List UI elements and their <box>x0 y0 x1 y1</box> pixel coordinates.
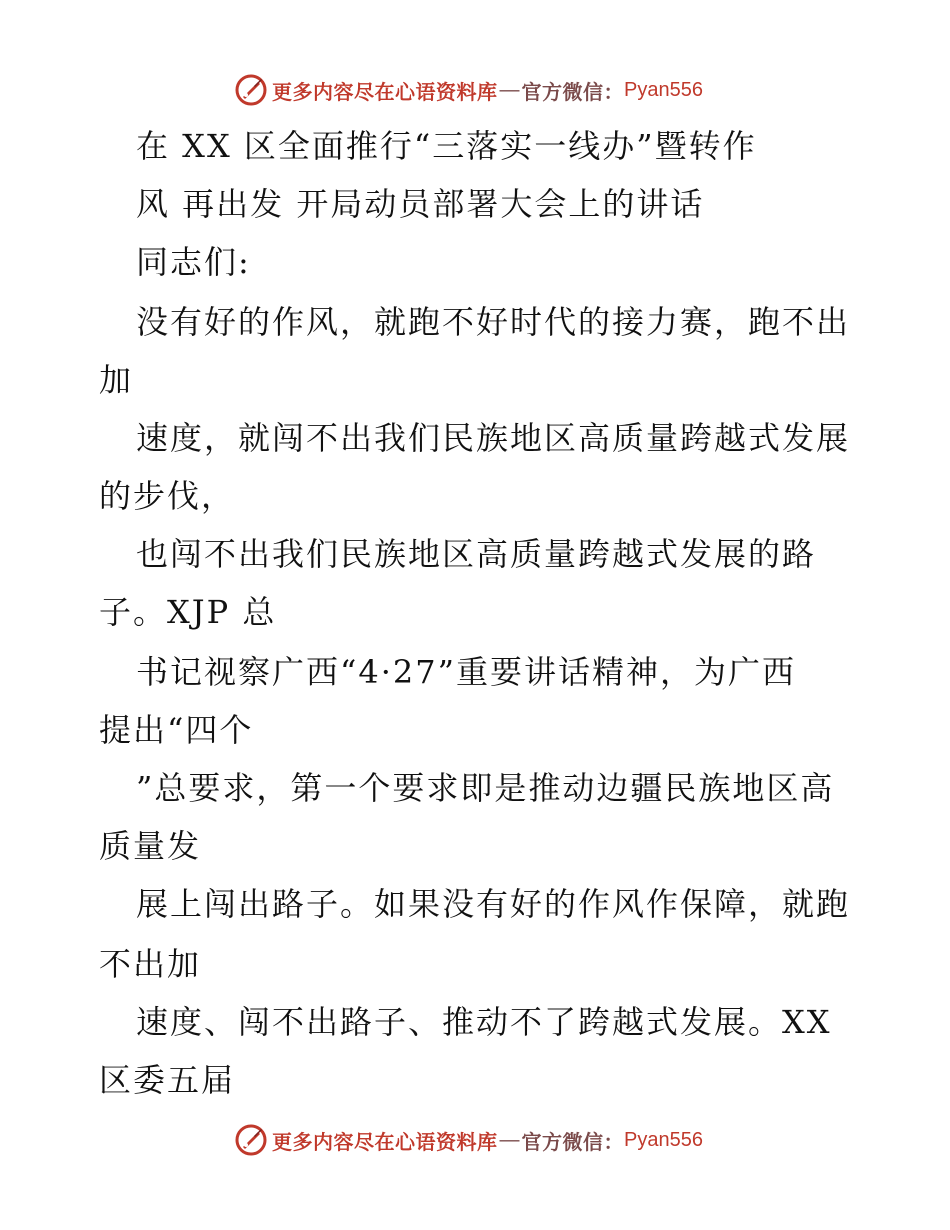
watermark-wechat-id: Pyan556 <box>624 78 703 101</box>
title-line-2: 风 再出发 开局动员部署大会上的讲话 <box>136 185 705 223</box>
salutation: 同志们: <box>136 243 251 281</box>
watermark-separator: — <box>499 78 520 101</box>
watermark-header <box>234 70 703 110</box>
watermark-text: 更多内容尽在心语资料库 <box>272 79 498 104</box>
paragraph-line: 不出加 <box>99 945 202 983</box>
paragraph-line: 速度、闯不出路子、推动不了跨越式发展。XX <box>136 1003 832 1041</box>
paragraph-line: 质量发 <box>99 827 202 865</box>
paragraph-line: ”总要求，第一个要求即是推动边疆民族地区高 <box>136 769 835 807</box>
watermark-wechat-label: 官方微信： <box>521 1129 624 1154</box>
paragraph-line: 提出“四个 <box>99 711 254 749</box>
paragraph-line: 子。XJP 总 <box>99 593 277 631</box>
paragraph-line: 的步伐， <box>99 477 236 515</box>
paragraph-line: 加 <box>99 361 134 399</box>
watermark-wechat-label: 官方微信： <box>521 79 624 104</box>
paragraph-line: 展上闯出路子。如果没有好的作风作保障，就跑 <box>136 885 851 923</box>
watermark-separator: — <box>499 1128 520 1151</box>
paragraph-line: 书记视察广西“4·27”重要讲话精神，为广西 <box>136 653 796 691</box>
paragraph-line: 也闯不出我们民族地区高质量跨越式发展的路 <box>136 535 817 573</box>
watermark-wechat-id: Pyan556 <box>624 1128 703 1151</box>
paragraph-line: 速度，就闯不出我们民族地区高质量跨越式发展 <box>136 419 851 457</box>
paragraph-line: 没有好的作风，就跑不好时代的接力赛，跑不出 <box>136 303 851 341</box>
watermark-text: 更多内容尽在心语资料库 <box>272 1129 498 1154</box>
quill-logo-icon <box>234 1123 268 1157</box>
paragraph-line: 区委五届 <box>99 1061 236 1099</box>
title-line-1: 在 XX 区全面推行“三落实一线办”暨转作 <box>136 127 757 165</box>
quill-logo-icon <box>234 73 268 107</box>
watermark-footer <box>234 1120 703 1160</box>
